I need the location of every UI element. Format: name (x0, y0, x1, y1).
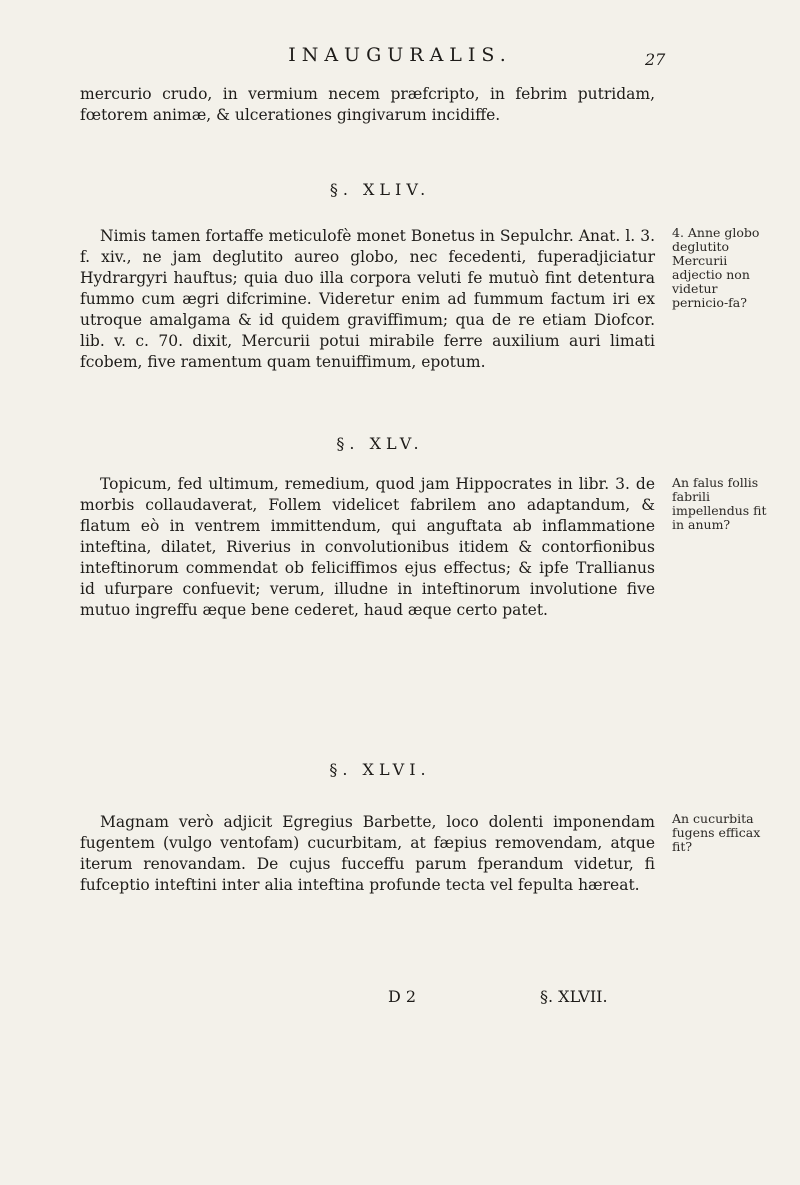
running-title: INAUGURALIS. (288, 44, 512, 66)
paragraph-46: Magnam verò adjicit Egregius Barbette, loco dolenti imponendam fugentem (vulgo ventofam) cucurbitam, at fæpius removendam, atque iterum renovandam. De cujus fucceffu parum fperandum videtur, fi fufceptio inteftini inter alia inteftina profunde tecta vel fepulta hæreat. (80, 813, 655, 894)
section-heading-45: §. XLV. (336, 434, 424, 453)
marginal-note-46: An cucurbita fugens efficax fit? (672, 811, 761, 854)
section-heading-44: §. XLIV. (329, 180, 431, 199)
marginal-note-44: 4. Anne globo deglutito Mercurii adjectio non videtur pernicio-fa? (672, 225, 760, 310)
section-heading-46: §. XLVI. (329, 760, 431, 779)
paragraph-44: Nimis tamen fortaffe meticulofè monet Bonetus in Sepulchr. Anat. l. 3. f. xiv., ne jam deglutito aureo globo, nec fecedenti, fuperadjiciatur Hydrargyri hauftus; quia duo illa corpora veluti fe mutuò fint detentura fummo cum ægri difcrimine. Videretur enim ad fummum factum iri ex utroque amalgama & id quidem graviffimum; qua de re etiam Diofcor. lib. v. c. 70. dixit, Mercurii potui mirabile ferre auxilium auri limati fcobem, five ramentum quam tenuiffimum, epotum. (80, 227, 655, 371)
paragraph-45: Topicum, fed ultimum, remedium, quod jam Hippocrates in libr. 3. de morbis collaudaverat, Follem videlicet fabrilem ano adaptandum, & flatum eò in ventrem immittendum, qui anguftata ab inflammatione inteftina, dilatet, Riverius in convolutionibus itidem & contorfionibus inteftinorum commendat ob feliciffimos ejus effectus; & ipfe Trallianus id ufurpare confuevit; verum, illudne in inteftinorum involutione five mutuo ingreffu æque bene cederet, haud æque certo patet. (80, 475, 655, 619)
paragraph-intro: mercurio crudo, in vermium necem præfcripto, in febrim putridam, fœtorem animæ, & ulcerationes gingivarum incidiffe. (80, 85, 655, 124)
catchword: §. XLVII. (540, 987, 608, 1006)
marginal-note-45: An falus follis fabrili impellendus fit in anum? (672, 475, 767, 532)
page-number: 27 (645, 50, 666, 69)
signature-mark: D 2 (388, 987, 417, 1006)
